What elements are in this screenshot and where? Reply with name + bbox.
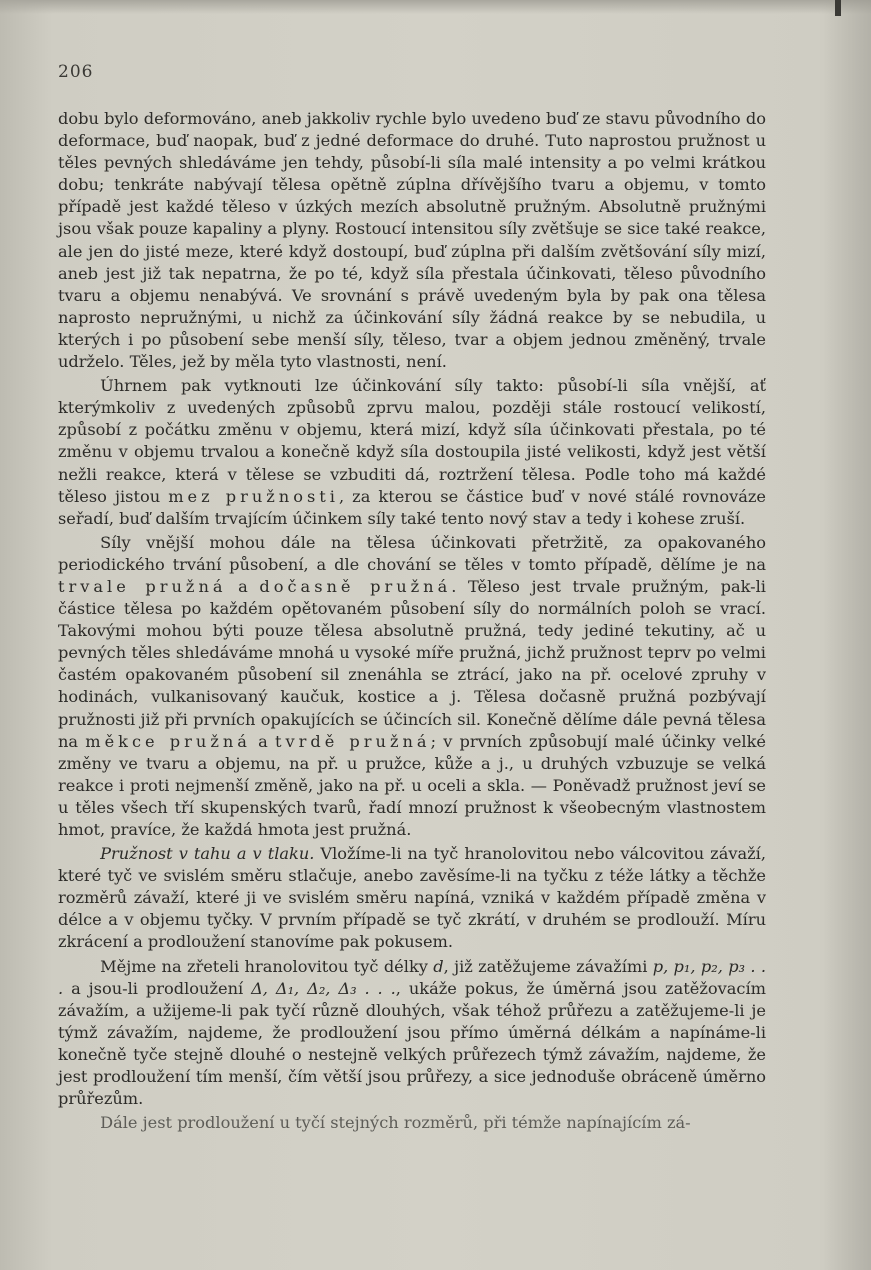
text-run: , již zatěžujeme závažími [443,956,653,976]
text-run: Δ, Δ₁, Δ₂, Δ₃ . . . [251,978,396,998]
paragraph-6 [58,1112,766,1134]
text-run: p, p₁, p₂, p₃ . . . [58,956,766,998]
text-run: Úhrnem pak vytknouti lze účinkování síly takto: působí-li síla vnější, ať kterýmkoliv z uvedených způsobů zprvu malou, později stále rostoucí velikostí, způsobí z počátku změnu v objemu, která mizí, když síla účinkovati přestala, po té změnu v objemu trvalou a konečně když síla dostoupila jisté velikosti, když jest větší nežli reakce, která v tělese se vzbuditi dá, roztržení tělesa. Podle toho má každé těleso jistou [58,376,766,506]
text-run: ; v prvních způsobují malé účinky velké změny ve tvaru a objemu, na př. u pružce, kůže a j., u druhých vzbuzuje se velká reakce i proti nejmenší změně, jako na př. u oceli a skla. — Poněvadž pružnost jeví se u těles všech tří skupenských tvarů, řadí mnozí pružnost k všeobecným vlastnostem hmot, pravíce, že každá hmota jest pružná. [58,731,766,839]
text-run: Dále jest prodloužení u tyčí stejných rozměrů, při témže napínajícím zá- [100,1113,691,1133]
page-number: 206 [58,62,94,82]
paragraph-1 [58,108,766,373]
text-run: d [433,956,444,976]
text-run: Mějme na zřeteli hranolovitou tyč délky [100,956,434,976]
text-run: tvrdě pružná [274,731,431,751]
corner-mark [835,0,841,16]
paragraph-3 [58,532,766,841]
page-top-shadow [0,0,871,14]
text-run: mez pružnosti [168,486,339,506]
text-run: , ukáže pokus, že úměrná jsou zatěžovacím závažím, a užijeme-li pak tyčí různě dlouhých, však téhož průřezu a zatěžujeme-li je týmž závažím, najdeme, že prodloužení jsou přímo úměrná délkám a napínáme-li konečně tyče stejně dlouhé o nestejně velkých průřezech týmž závažím, najdeme, že jest prodloužení tím menší, čím větší jsou průřezy, a sice jednoduše obráceně úměrno průřezům. [58,978,766,1109]
binding-shadow [823,0,871,1270]
text-run: trvale pružná [58,576,227,596]
text-run: Vložíme-li na tyč hranolovitou nebo válcovitou závaží, které tyč ve svislém směru stlačuje, anebo zavěsíme-li na tyčku z téže látky a těchže rozměrů závaží, které ji ve svislém směru napíná, vzniká v každém případě změna v délce a v objemu tyčky. V prvním případě se tyč zkrátí, v druhém se prodlouží. Míru zkrácení a prodloužení stanovíme pak pokusem. [58,844,766,952]
text-run: a jsou-li prodloužení [63,978,252,998]
text-run: , za kterou se částice buď v nové stálé rovnováze seřadí, buď dalším trvajícím účinkem síly také tento nový stav a tedy i kohese zruší. [58,486,766,528]
paragraph-4 [58,843,766,953]
paragraph-5 [58,956,766,1111]
text-run: Síly vnější mohou dále na tělesa účinkovati přetržitě, za opakovaného periodického trvání působení, a dle chování se těles v tomto případě, dělíme je na [58,532,766,574]
text-run: a [226,576,260,596]
text-run: a [250,731,275,751]
text-run: dobu bylo deformováno, aneb jakkoliv rychle bylo uvedeno buď ze stavu původního do deformace, buď naopak, buď z jedné deformace do druhé. Tuto naprostou pružnost u těles pevných shledáváme jen tehdy, působí-li síla malé intensity a po velmi krátkou dobu; tenkráte nabývají tělesa opětně zúplna dřívějšího tvaru a objemu, v tomto případě jest každé těleso v úzkých mezích absolutně pružným. Absolutně pružnými jsou však pouze kapaliny a plyny. Rostoucí intensitou síly zvětšuje se sice také reakce, ale jen do jisté meze, které když dostoupí, buď zúplna při dalším zvětšování síly mizí, aneb jest již tak nepatrna, že po té, když síla přestala účinkovati, těleso původního tvaru a objemu nenabývá. Ve srovnání s právě uvedeným byla by pak ona tělesa naprosto nepružnými, u nichž za účinkování síly žádná reakce by se nebudila, u kterých i po působení sebe menší síly, těleso, tvar a objem jednou změněný, trvale udrželo. Těles, jež by měla tyto vlastnosti, není. [58,109,766,372]
paragraph-2 [58,375,766,530]
body-text [58,108,766,1134]
text-run: měkce pružná [85,731,251,751]
text-run: . Těleso jest trvale pružným, pak-li částice tělesa po každém opětovaném působení síly do normálních poloh se vrací. Takovými mohou býti pouze tělesa absolutně pružná, tedy jediné tekutiny, ač u pevných těles shledáváme mnohá u vysoké míře pružná, jichž pružnost teprv po velmi častém opakovaném působení sil znenáhla se ztrácí, jako na př. ocelové zpruhy v hodinách, vulkanisovaný kaučuk, kostice a j. Tělesa dočasně pružná pozbývají pružnosti již při prvních opakujících se účincích sil. Konečně dělíme dále pevná tělesa na [58,576,766,751]
text-run: dočasně pružná [259,576,452,596]
text-run: Pružnost v tahu a v tlaku. [100,844,315,864]
